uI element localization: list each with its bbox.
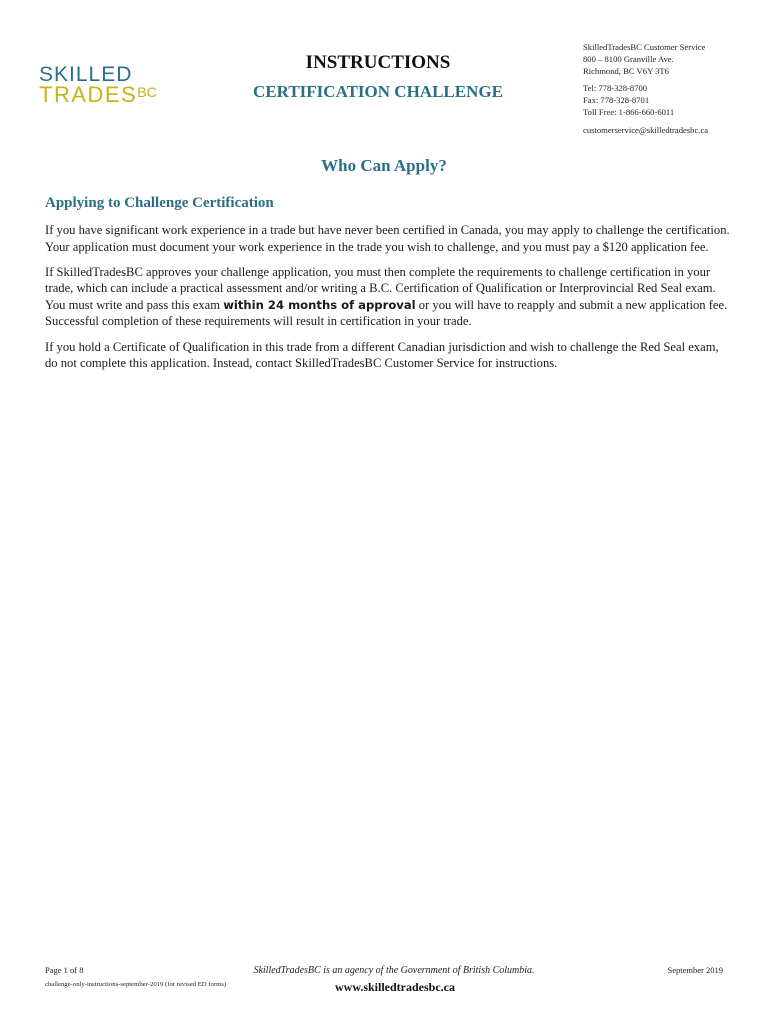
logo-bc-suffix: BC: [137, 84, 157, 100]
footer-website-link[interactable]: www.skilledtradesbc.ca: [335, 980, 455, 994]
deadline-emphasis: within 24 months of approval: [223, 297, 416, 312]
paragraph-requirements-end: or you will have to reapply and submit a new application fee. Successful completion of these requirements will result in certification in your trade.: [45, 297, 728, 329]
body-text: [45, 222, 730, 380]
paragraph-red-seal: If you hold a Certificate of Qualification in this trade from a different Canadian jurisdiction and wish to challenge the Red Seal exam, do not complete this application. Instead, contact SkilledTradesBC Customer Service for instructions.: [45, 339, 719, 371]
paragraph-requirements-start: If SkilledTradesBC approves your challenge application, you must then complete the requirements to challenge certification in your trade, which can include a practical assessment and/or writing a B.C. Certification of Qualification or Interprovincial Red Seal exam. You must write and pass this exam: [45, 264, 716, 312]
paragraph-requirements: [45, 264, 730, 330]
logo-trades-text: TRADES: [39, 82, 138, 107]
section-title: Who Can Apply?: [321, 156, 447, 175]
skilledtradesbc-logo: [39, 64, 157, 106]
contact-tollfree: Toll Free: 1-866-660-6011: [583, 106, 675, 117]
page-subtitle: CERTIFICATION CHALLENGE: [253, 82, 503, 101]
sub-heading: Applying to Challenge Certification: [45, 195, 274, 211]
contact-block: [583, 42, 763, 137]
logo-line-trades: [39, 84, 157, 106]
contact-tel: Tel: 778-328-8700: [583, 83, 648, 94]
contact-address-line2: Richmond, BC V6Y 3T6: [583, 65, 669, 76]
page-title: INSTRUCTIONS: [305, 52, 451, 73]
contact-org: SkilledTradesBC Customer Service: [583, 42, 706, 52]
document-id: challenge-only-instructions-september-2019 (for revised ED forms): [45, 981, 227, 988]
footer-agency-statement: SkilledTradesBC is an agency of the Government of British Columbia.: [253, 965, 535, 976]
footer-left: [45, 965, 226, 988]
footer-date: September 2019: [667, 965, 723, 975]
logo-line-skilled: SKILLED: [39, 63, 133, 86]
contact-fax: Fax: 778-328-8701: [583, 95, 650, 106]
contact-address-line1: 800 – 8100 Granville Ave.: [583, 53, 674, 64]
paragraph-eligibility: If you have significant work experience in a trade but have never been certified in Canada, you may apply to challenge the certification. Your application must document your work experience in the trade you wish to challenge, and you must pay a $120 application fee.: [45, 223, 730, 254]
contact-email[interactable]: customerservice@skilledtradesbc.ca: [583, 124, 709, 135]
page-number: Page 1 of 8: [45, 965, 84, 975]
